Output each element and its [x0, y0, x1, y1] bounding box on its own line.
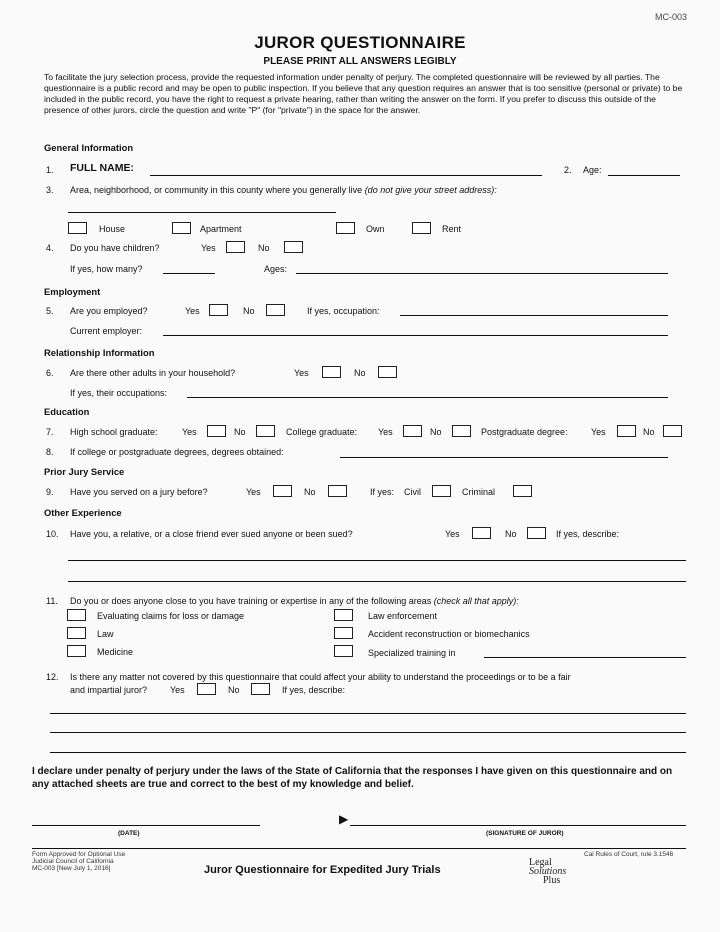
section-prior-jury: Prior Jury Service	[44, 466, 125, 477]
signature-field[interactable]	[350, 825, 686, 826]
full-name-field[interactable]	[150, 175, 542, 176]
q6-no-label: No	[354, 368, 366, 378]
criminal-checkbox[interactable]	[513, 485, 532, 497]
claims-label: Evaluating claims for loss or damage	[97, 611, 245, 621]
q3-number: 3.	[46, 185, 54, 195]
specialized-field[interactable]	[484, 657, 686, 658]
occupation-label: If yes, occupation:	[307, 306, 380, 316]
specialized-checkbox[interactable]	[334, 645, 353, 657]
their-occupations-label: If yes, their occupations:	[70, 388, 168, 398]
their-occupations-field[interactable]	[187, 397, 668, 398]
q9-label: Have you served on a jury before?	[70, 487, 208, 497]
q7-college-yes-checkbox[interactable]	[403, 425, 422, 437]
q12-describe-line-2[interactable]	[50, 732, 686, 733]
legal-solutions-logo: Legal Solutions Plus	[529, 857, 567, 886]
q10-no-label: No	[505, 529, 517, 539]
q5-label: Are you employed?	[70, 306, 148, 316]
signature-label: (SIGNATURE OF JUROR)	[486, 830, 564, 837]
form-title: JUROR QUESTIONNAIRE	[254, 33, 466, 52]
q9-number: 9.	[46, 487, 54, 497]
how-many-field[interactable]	[163, 273, 215, 274]
form-subtitle: PLEASE PRINT ALL ANSWERS LEGIBLY	[263, 56, 457, 67]
q3-label: Area, neighborhood, or community in this county where you generally live (do not give your street address):	[70, 185, 497, 195]
accident-checkbox[interactable]	[334, 627, 353, 639]
q10-no-checkbox[interactable]	[527, 527, 546, 539]
q12-describe-line-1[interactable]	[50, 713, 686, 714]
q7-college-label: College graduate:	[286, 427, 358, 437]
q7-post-label: Postgraduate degree:	[481, 427, 568, 437]
q2-number: 2.	[564, 165, 572, 175]
apartment-label: Apartment	[200, 224, 242, 234]
q5-yes-label: Yes	[185, 306, 200, 316]
q12-no-checkbox[interactable]	[251, 683, 270, 695]
accident-label: Accident reconstruction or biomechanics	[368, 629, 530, 639]
q12-no-label: No	[228, 685, 240, 695]
criminal-label: Criminal	[462, 487, 496, 497]
section-general: General Information	[44, 142, 134, 153]
q12-number: 12.	[46, 672, 59, 682]
q9-no-label: No	[304, 487, 316, 497]
q7-hs-label: High school graduate:	[70, 427, 158, 437]
law-label: Law	[97, 629, 114, 639]
footer-title: Juror Questionnaire for Expedited Jury Trials	[204, 864, 441, 876]
q7-hs-yes-checkbox[interactable]	[207, 425, 226, 437]
q10-describe-label: If yes, describe:	[556, 529, 620, 539]
q5-yes-checkbox[interactable]	[209, 304, 228, 316]
q5-no-checkbox[interactable]	[266, 304, 285, 316]
q5-number: 5.	[46, 306, 54, 316]
q12-describe-line-3[interactable]	[50, 752, 686, 753]
q7-college-no-checkbox[interactable]	[452, 425, 471, 437]
q4-yes-label: Yes	[201, 243, 216, 253]
ages-field[interactable]	[296, 273, 668, 274]
own-checkbox[interactable]	[336, 222, 355, 234]
q7-hs-no-label: No	[234, 427, 246, 437]
footer-left: Form Approved for Optional Use Judicial Council of California MC-003 [New July 1, 2016]	[32, 851, 126, 872]
q10-describe-line-1[interactable]	[68, 560, 686, 561]
civil-checkbox[interactable]	[432, 485, 451, 497]
footer-divider	[32, 848, 686, 849]
q10-label: Have you, a relative, or a close friend ever sued anyone or been sued?	[70, 529, 353, 539]
q9-yes-checkbox[interactable]	[273, 485, 292, 497]
q6-label: Are there other adults in your household?	[70, 368, 236, 378]
employer-field[interactable]	[163, 335, 668, 336]
q12-label: Is there any matter not covered by this questionnaire that could affect your ability to understand the proceedings or to be a fair	[70, 672, 571, 682]
q11-number: 11.	[46, 596, 58, 606]
footer-rule-citation: Cal Rules of Court, rule 3.1546	[584, 851, 674, 858]
q8-label: If college or postgraduate degrees, degrees obtained:	[70, 447, 284, 457]
q7-college-yes-label: Yes	[378, 427, 393, 437]
area-field[interactable]	[68, 212, 336, 213]
apartment-checkbox[interactable]	[172, 222, 191, 234]
specialized-label: Specialized training in	[368, 648, 456, 658]
law-enforcement-label: Law enforcement	[368, 611, 438, 621]
date-field[interactable]	[32, 825, 260, 826]
q12-yes-checkbox[interactable]	[197, 683, 216, 695]
own-label: Own	[366, 224, 385, 234]
house-label: House	[99, 224, 126, 234]
q4-no-label: No	[258, 243, 270, 253]
q4-no-checkbox[interactable]	[284, 241, 303, 253]
q5-no-label: No	[243, 306, 255, 316]
q6-number: 6.	[46, 368, 54, 378]
q7-post-yes-checkbox[interactable]	[617, 425, 636, 437]
section-education: Education	[44, 406, 90, 417]
declaration: I declare under penalty of perjury under the laws of the State of California that the responses I have given on this questionnaire and on any attached sheets are true and correct to the best of my knowledge and belief.	[32, 766, 673, 790]
q4-yes-checkbox[interactable]	[226, 241, 245, 253]
how-many-label: If yes, how many?	[70, 264, 143, 274]
q8-number: 8.	[46, 447, 54, 457]
form-number: MC-003	[654, 12, 687, 22]
q12-yes-label: Yes	[170, 685, 185, 695]
q10-yes-label: Yes	[445, 529, 460, 539]
q12-describe-label: If yes, describe:	[282, 685, 346, 695]
degrees-field[interactable]	[340, 457, 668, 458]
q7-post-no-checkbox[interactable]	[663, 425, 682, 437]
medicine-label: Medicine	[97, 647, 134, 657]
q11-label: Do you or does anyone close to you have training or expertise in any of the following areas (check all that apply):	[70, 596, 519, 606]
rent-label: Rent	[442, 224, 462, 234]
ages-label: Ages:	[264, 264, 288, 274]
q7-hs-no-checkbox[interactable]	[256, 425, 275, 437]
medicine-checkbox[interactable]	[67, 645, 86, 657]
intro-paragraph: To facilitate the jury selection process, provide the requested information under penalty of perjury. The completed questionnaire will be reviewed by all parties. The questionnaire is a public record and may be open to public inspection. If you believe that any question requires an answer that is too sensitive (personal or private) to be included in the public record, you have the right to request a private hearing, rather than writing the answer on the form. If you prefer to discuss this outside of the presence of other jurors, circle the question and write "P" (for "private") in the space for the answer.	[44, 72, 683, 115]
employer-label: Current employer:	[70, 326, 143, 336]
q9-yes-label: Yes	[246, 487, 261, 497]
date-label: (DATE)	[118, 830, 140, 837]
section-employment: Employment	[44, 286, 101, 297]
q7-post-yes-label: Yes	[591, 427, 606, 437]
house-checkbox[interactable]	[68, 222, 87, 234]
civil-label: Civil	[404, 487, 421, 497]
q2-label: Age:	[583, 165, 602, 175]
q1-number: 1.	[46, 165, 54, 175]
occupation-field[interactable]	[400, 315, 668, 316]
q10-number: 10.	[46, 529, 59, 539]
q6-yes-label: Yes	[294, 368, 309, 378]
law-enforcement-checkbox[interactable]	[334, 609, 353, 621]
claims-checkbox[interactable]	[67, 609, 86, 621]
signature-arrow-icon: ▶	[339, 812, 349, 826]
q9-ifyes-label: If yes:	[370, 487, 395, 497]
age-field[interactable]	[608, 175, 680, 176]
q7-number: 7.	[46, 427, 54, 437]
q9-no-checkbox[interactable]	[328, 485, 347, 497]
q7-hs-yes-label: Yes	[182, 427, 197, 437]
q7-college-no-label: No	[430, 427, 442, 437]
law-checkbox[interactable]	[67, 627, 86, 639]
q6-no-checkbox[interactable]	[378, 366, 397, 378]
q10-describe-line-2[interactable]	[68, 581, 686, 582]
q7-post-no-label: No	[643, 427, 655, 437]
q1-label: FULL NAME:	[70, 162, 134, 174]
q4-number: 4.	[46, 243, 54, 253]
q10-yes-checkbox[interactable]	[472, 527, 491, 539]
section-relationship: Relationship Information	[44, 347, 155, 358]
q4-label: Do you have children?	[70, 243, 160, 253]
section-other-experience: Other Experience	[44, 507, 122, 518]
q6-yes-checkbox[interactable]	[322, 366, 341, 378]
rent-checkbox[interactable]	[412, 222, 431, 234]
q12-label-2: and impartial juror?	[70, 685, 148, 695]
